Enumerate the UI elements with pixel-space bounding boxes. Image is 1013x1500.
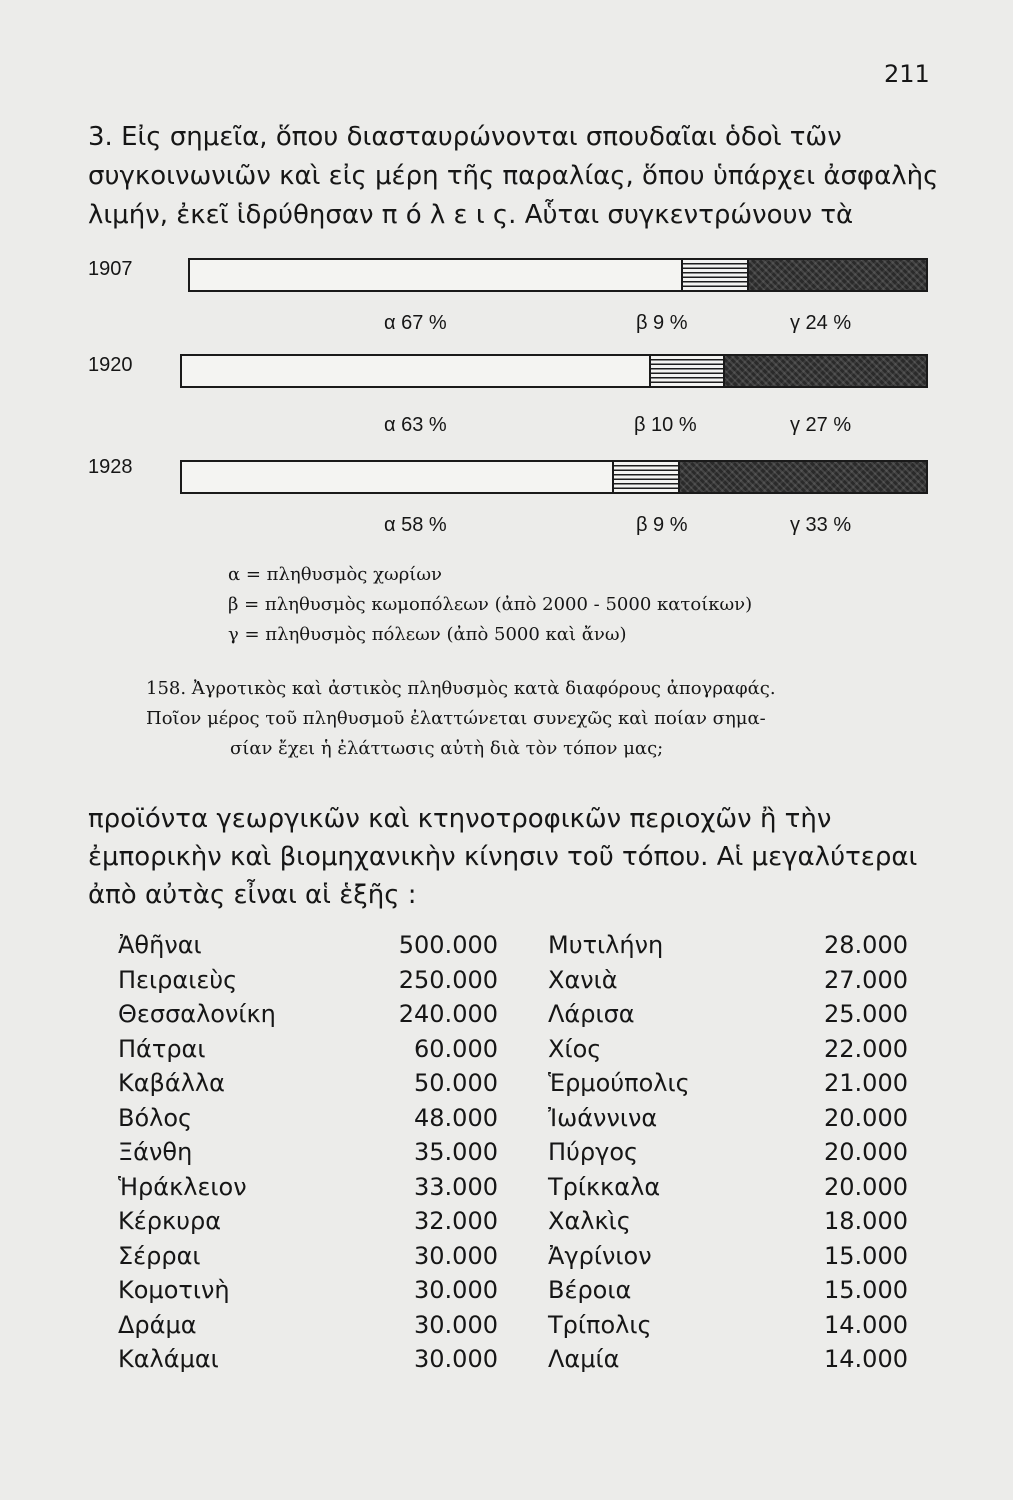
beta-percent-label: β 9 % bbox=[636, 514, 688, 536]
year-label: 1920 bbox=[88, 354, 133, 376]
bar-row-1907 bbox=[0, 258, 1013, 358]
question-line: Ποῖον μέρος τοῦ πληθυσμοῦ ἐλαττώνεται συνεχῶς καὶ ποίαν σημα- bbox=[146, 708, 766, 729]
city-name: Βόλος bbox=[118, 1103, 193, 1132]
city-population: 20.000 bbox=[824, 1172, 908, 1201]
city-population: 240.000 bbox=[398, 1000, 498, 1029]
city-name: Τρίκκαλα bbox=[548, 1172, 661, 1201]
table-row bbox=[118, 1135, 918, 1170]
city-name: Λαμία bbox=[548, 1345, 620, 1374]
alpha-percent-label: α 67 % bbox=[384, 312, 447, 334]
city-population: 15.000 bbox=[824, 1241, 908, 1270]
bar-row-1920 bbox=[0, 354, 1013, 454]
city-population: 22.000 bbox=[824, 1034, 908, 1063]
bar-row-1928 bbox=[0, 456, 1013, 556]
city-name: Ἀθῆναι bbox=[118, 931, 202, 960]
bar-segment-alpha bbox=[182, 356, 651, 386]
city-name: Βέροια bbox=[548, 1276, 632, 1305]
city-name: Δράμα bbox=[118, 1310, 197, 1339]
city-population: 14.000 bbox=[824, 1345, 908, 1374]
table-row bbox=[118, 963, 918, 998]
bar-segment-alpha bbox=[182, 462, 614, 492]
city-name: Ἀγρίνιον bbox=[548, 1241, 652, 1270]
city-population: 30.000 bbox=[414, 1241, 498, 1270]
table-row bbox=[118, 1308, 918, 1343]
question-line: σίαν ἔχει ἡ ἐλάττωσις αὐτὴ διὰ τὸν τόπον μας; bbox=[230, 738, 664, 759]
table-row bbox=[118, 1032, 918, 1067]
city-name: Μυτιλήνη bbox=[548, 931, 664, 960]
stacked-bar bbox=[180, 460, 928, 494]
bar-segment-gamma bbox=[749, 260, 926, 290]
table-row bbox=[118, 1066, 918, 1101]
question-line: 158. Ἀγροτικὸς καὶ ἀστικὸς πληθυσμὸς κατὰ διαφόρους ἀπογραφάς. bbox=[146, 678, 776, 699]
beta-percent-label: β 9 % bbox=[636, 312, 688, 334]
city-name: Κομοτινὴ bbox=[118, 1276, 230, 1305]
city-population: 50.000 bbox=[414, 1069, 498, 1098]
city-population: 27.000 bbox=[824, 965, 908, 994]
city-population: 33.000 bbox=[414, 1172, 498, 1201]
city-population: 18.000 bbox=[824, 1207, 908, 1236]
city-name: Πειραιεὺς bbox=[118, 965, 238, 994]
city-population: 500.000 bbox=[398, 931, 498, 960]
city-population: 21.000 bbox=[824, 1069, 908, 1098]
city-population: 250.000 bbox=[398, 965, 498, 994]
bar-segment-beta bbox=[683, 260, 749, 290]
city-name: Τρίπολις bbox=[548, 1310, 652, 1339]
chart-legend bbox=[228, 560, 752, 650]
city-name: Κέρκυρα bbox=[118, 1207, 222, 1236]
alpha-percent-label: α 63 % bbox=[384, 414, 447, 436]
beta-percent-label: β 10 % bbox=[634, 414, 697, 436]
city-population: 15.000 bbox=[824, 1276, 908, 1305]
city-population: 25.000 bbox=[824, 1000, 908, 1029]
city-population: 30.000 bbox=[414, 1310, 498, 1339]
city-population: 60.000 bbox=[414, 1034, 498, 1063]
table-row bbox=[118, 1342, 918, 1377]
stacked-bar bbox=[188, 258, 928, 292]
body-paragraph: προϊόντα γεωργικῶν καὶ κτηνοτροφικῶν περιοχῶν ἢ τὴν ἐμπορικὴν καὶ βιομηχανικὴν κίνησιν τοῦ τόπου. Αἱ μεγαλύτεραι ἀπὸ αὐτὰς εἶναι αἱ ἑξῆς : bbox=[88, 804, 918, 910]
city-population: 30.000 bbox=[414, 1276, 498, 1305]
intro-paragraph: 3. Εἰς σημεῖα, ὅπου διασταυρώνονται σπουδαῖαι ὁδοὶ τῶν συγκοινωνιῶν καὶ εἰς μέρη τῆς παραλίας, ὅπου ὑπάρχει ἀσφαλὴς λιμήν, ἐκεῖ ἱδρύθησαν π ό λ ε ι ς. Αὗται συγκεντρώνουν τὰ bbox=[88, 122, 939, 230]
bar-segment-beta bbox=[651, 356, 725, 386]
year-label: 1928 bbox=[88, 456, 133, 478]
city-name: Πύργος bbox=[548, 1138, 639, 1167]
table-row bbox=[118, 1239, 918, 1274]
exercise-question bbox=[146, 674, 906, 764]
page-number: 211 bbox=[884, 60, 930, 88]
bar-segment-alpha bbox=[190, 260, 683, 290]
legend-gamma: γ = πληθυσμὸς πόλεων (ἀπὸ 5000 καὶ ἄνω) bbox=[228, 624, 627, 645]
city-population: 30.000 bbox=[414, 1345, 498, 1374]
city-name: Καλάμαι bbox=[118, 1345, 219, 1374]
city-name: Ἰωάννινα bbox=[548, 1103, 658, 1132]
city-population: 32.000 bbox=[414, 1207, 498, 1236]
table-row bbox=[118, 1101, 918, 1136]
stacked-bar bbox=[180, 354, 928, 388]
city-population: 20.000 bbox=[824, 1103, 908, 1132]
city-name: Θεσσαλονίκη bbox=[118, 1000, 276, 1029]
city-population: 28.000 bbox=[824, 931, 908, 960]
legend-alpha: α = πληθυσμὸς χωρίων bbox=[228, 564, 442, 585]
city-population: 20.000 bbox=[824, 1138, 908, 1167]
table-row bbox=[118, 928, 918, 963]
legend-beta: β = πληθυσμὸς κωμοπόλεων (ἀπὸ 2000 - 5000 κατοίκων) bbox=[228, 594, 753, 615]
year-label: 1907 bbox=[88, 258, 133, 280]
city-population: 35.000 bbox=[414, 1138, 498, 1167]
city-population-table bbox=[118, 928, 918, 1377]
city-name: Χανιὰ bbox=[548, 965, 618, 994]
table-row bbox=[118, 1170, 918, 1205]
city-name: Σέρραι bbox=[118, 1241, 201, 1270]
gamma-percent-label: γ 33 % bbox=[790, 514, 852, 536]
table-row bbox=[118, 1204, 918, 1239]
city-name: Λάρισα bbox=[548, 1000, 635, 1029]
bar-segment-beta bbox=[614, 462, 681, 492]
city-name: Ξάνθη bbox=[118, 1138, 193, 1167]
bar-segment-gamma bbox=[680, 462, 926, 492]
table-row bbox=[118, 1273, 918, 1308]
city-name: Ἡράκλειον bbox=[118, 1172, 247, 1201]
city-name: Πάτραι bbox=[118, 1034, 206, 1063]
alpha-percent-label: α 58 % bbox=[384, 514, 447, 536]
gamma-percent-label: γ 24 % bbox=[790, 312, 852, 334]
table-row bbox=[118, 997, 918, 1032]
city-name: Χίος bbox=[548, 1034, 602, 1063]
city-name: Ἑρμούπολις bbox=[548, 1069, 690, 1098]
bar-segment-gamma bbox=[725, 356, 926, 386]
city-name: Χαλκὶς bbox=[548, 1207, 631, 1236]
city-name: Καβάλλα bbox=[118, 1069, 225, 1098]
city-population: 48.000 bbox=[414, 1103, 498, 1132]
city-population: 14.000 bbox=[824, 1310, 908, 1339]
gamma-percent-label: γ 27 % bbox=[790, 414, 852, 436]
